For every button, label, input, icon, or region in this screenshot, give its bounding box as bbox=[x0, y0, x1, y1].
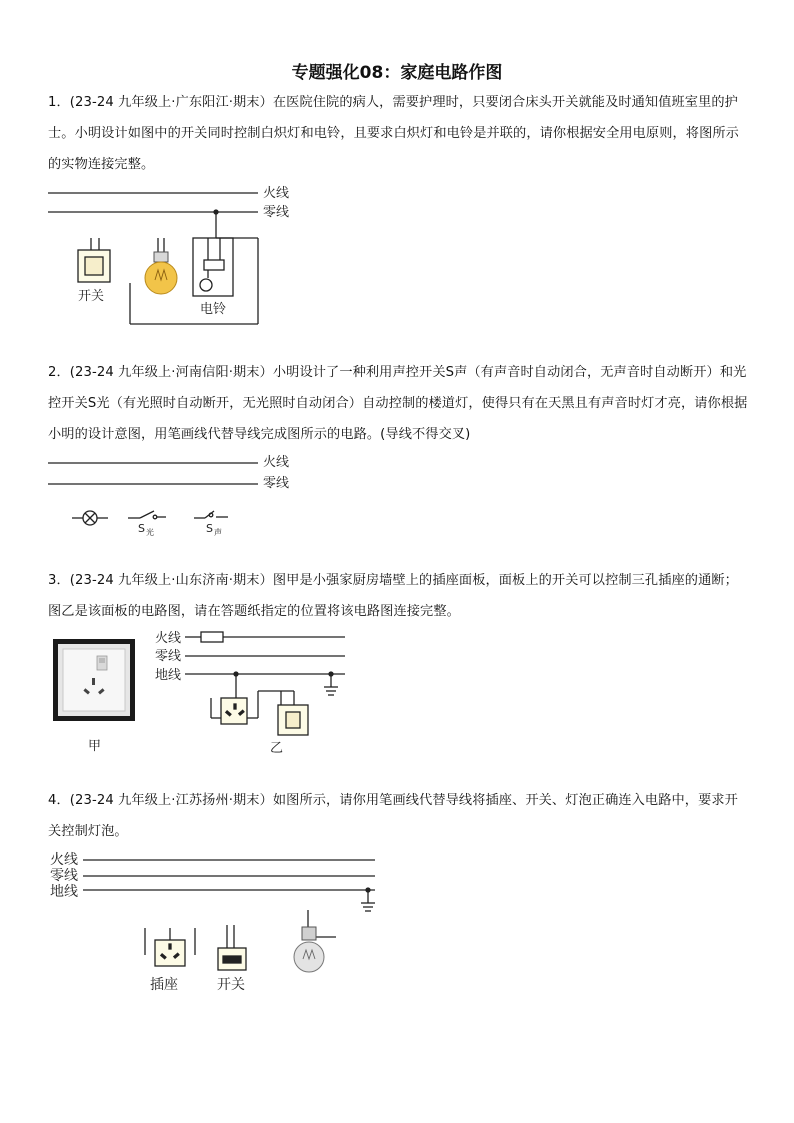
q3-diagram bbox=[185, 632, 345, 735]
q4-diagram bbox=[83, 860, 375, 972]
q1-diagram bbox=[48, 193, 258, 324]
q4-socket-label: 插座 bbox=[150, 977, 178, 993]
question-1-text: 1．(23-24 九年级上·广东阳江·期末）在医院住院的病人，需要护理时，只要闭合床头开关就能及时通知值班室里的护士。小明设计如图中的开关同时控制白炽灯和电铃，且要求白炽灯和电铃是并联的，请你根据安全用电原则，将图所示的实物连接完整。 bbox=[48, 95, 739, 172]
s-light-label: S bbox=[138, 522, 145, 535]
question-2-text: 2．(23-24 九年级上·河南信阳·期末）小明设计了一种利用声控开关S声（有声音时自动闭合，无声音时自动断开）和光控开关S光（有光照时自动断开，无光照时自动闭合）自动控制的楼道灯，使得只有在天黑且有声音时灯才亮，请你根据小明的设计意图，用笔画线代替导线完成图所示的电路。(导线不得交叉) bbox=[48, 365, 748, 442]
s-sound-sub: 声 bbox=[214, 528, 222, 537]
q1-switch-label: 开关 bbox=[78, 289, 105, 304]
sound-switch-icon bbox=[194, 511, 228, 518]
q4-live-label: 火线 bbox=[50, 852, 78, 868]
panel-switch-icon bbox=[278, 691, 308, 735]
s-sound-label: S bbox=[206, 522, 213, 535]
q1-bell-label: 电铃 bbox=[200, 302, 227, 317]
q1-live-label: 火线 bbox=[263, 186, 290, 201]
q2-neutral-label: 零线 bbox=[263, 476, 290, 491]
q4-ground-symbol-icon bbox=[361, 888, 375, 911]
ground-symbol-icon bbox=[324, 672, 338, 695]
switch-icon bbox=[78, 238, 110, 282]
s-light-sub: 光 bbox=[146, 528, 154, 537]
q1-neutral-label: 零线 bbox=[263, 205, 290, 220]
question-3-text: 3．(23-24 九年级上·山东济南·期末）图甲是小强家厨房墙壁上的插座面板，面板上的开关可以控制三孔插座的通断；图乙是该面板的电路图，请在答题纸指定的位置将该电路图连接完整。 bbox=[48, 573, 738, 619]
q2-live-label: 火线 bbox=[263, 455, 290, 470]
q3-neutral-label: 零线 bbox=[155, 649, 182, 664]
q4-neutral-label: 零线 bbox=[50, 868, 78, 884]
q4-switch-icon bbox=[218, 925, 246, 970]
q4-ground-label: 地线 bbox=[50, 884, 78, 900]
q4-switch-label: 开关 bbox=[217, 977, 245, 993]
bell-icon bbox=[193, 238, 233, 296]
fig-a-label: 甲 bbox=[88, 739, 102, 754]
q2-diagram bbox=[48, 463, 258, 525]
fuse-icon bbox=[201, 632, 223, 642]
question-4-text: 4．(23-24 九年级上·江苏扬州·期末）如图所示，请你用笔画线代替导线将插座、开关、灯泡正确连入电路中，要求开关控制灯泡。 bbox=[48, 793, 738, 839]
light-switch-icon bbox=[128, 511, 166, 519]
incandescent-bulb-icon bbox=[145, 238, 177, 294]
q4-bulb-icon bbox=[294, 910, 336, 972]
q3-live-label: 火线 bbox=[155, 631, 182, 646]
fig-b-label: 乙 bbox=[270, 741, 284, 756]
socket-panel-photo bbox=[53, 639, 135, 721]
q3-ground-label: 地线 bbox=[155, 668, 182, 683]
page-title: 专题强化08：家庭电路作图 bbox=[291, 63, 503, 83]
lamp-symbol-icon bbox=[72, 511, 108, 525]
q4-socket-icon bbox=[145, 928, 195, 966]
